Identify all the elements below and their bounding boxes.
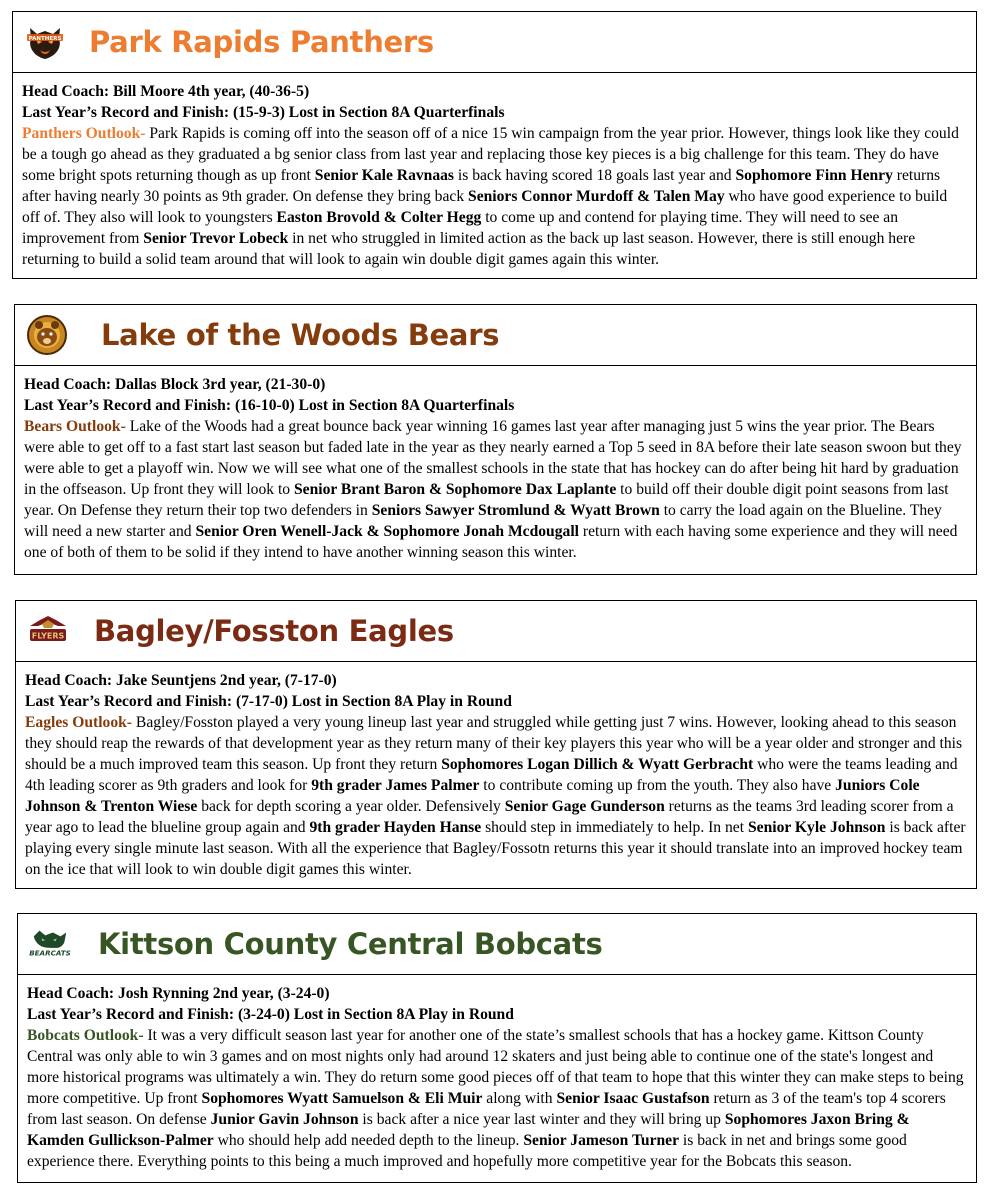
outlook-label: Bears Outlook- (24, 418, 126, 435)
team-header (16, 601, 976, 662)
outlook-label: Eagles Outlook- (25, 714, 133, 731)
team-card-bagley-fosston (15, 600, 977, 889)
outlook-paragraph (25, 712, 968, 880)
outlook-label: Bobcats Outlook- (27, 1027, 144, 1044)
logo-text: BEARCATS (29, 948, 71, 958)
outlook-text: Park Rapids is coming off into the season off of a nice 15 win campaign from the year prior. However, things look like they could be a tough go ahead as they graduated a bg senior class from last year and replacing those key pieces is a big challenge for this team. They do have some bright spots returning though as up front Senior Kale Ravnaas is back having scored 18 goals last year and Sophomore Finn Henry returns after having nearly 30 points as 9th grader. On defense they bring back Seniors Connor Murdoff & Talen May who have good experience to build off of. They also will look to youngsters Easton Brovold & Colter Hegg to come up and contend for playing time. They will need to see an improvement from Senior Trevor Lobeck in net who struggled in limited action as the back up last season. However, there is still enough here returning to build a solid team around that will look to again win double digit games again this winter. (22, 125, 959, 268)
player-name: Seniors Sawyer Stromlund & Wyatt Brown (371, 502, 660, 519)
team-name: Lake of the Woods Bears (101, 318, 500, 352)
bear-logo-icon (25, 313, 69, 357)
logo-text: PANTHERS (28, 36, 62, 42)
team-name: Kittson County Central Bobcats (98, 927, 603, 961)
team-details (13, 73, 976, 278)
player-name: Senior Oren Wenell-Jack & Sophomore Jonah Mcdougall (195, 523, 579, 540)
outlook-paragraph (22, 123, 968, 270)
player-name: Juniors Cole Johnson & Trenton Wiese (25, 777, 920, 815)
outlook-text: Lake of the Woods had a great bounce back year winning 16 games last year after managing just 5 wins the year prior. The Bears were able to get off to a fast start last season but faded late in the year as they nearly earned a Top 5 seed in 8A before their late season swoon but they were able to get a playoff win. Now we will see what one of the smallest schools in the state that has hockey can do after being hit hard by graduation in the offseason. Up front they will look to Senior Brant Baron & Sophomore Dax Laplante to build off their double digit point seasons from last year. On Defense they return their top two defenders in Seniors Sawyer Stromlund & Wyatt Brown to carry the load again on the Blueline. They will need a new starter and Senior Oren Wenell-Jack & Sophomore Jonah Mcdougall return with each having some experience and they will need one of both of them to be solid if they intend to have another winning season this winter. (24, 418, 962, 561)
head-coach-line: Head Coach: Bill Moore 4th year, (40-36-5) (22, 83, 310, 100)
player-name: Easton Brovold & Colter Hegg (276, 209, 482, 226)
player-name: Sophomores Jaxon Bring & Kamden Gullickson-Palmer (27, 1111, 910, 1149)
record-line: Last Year’s Record and Finish: (7-17-0) Lost in Section 8A Play in Round (25, 693, 512, 710)
team-card-kittson-county-central (17, 913, 977, 1183)
team-card-park-rapids (12, 11, 977, 279)
player-name: Sophomores Logan Dillich & Wyatt Gerbracht (441, 756, 754, 773)
outlook-label: Panthers Outlook- (22, 125, 146, 142)
player-name: 9th grader Hayden Hanse (309, 819, 482, 836)
outlook-text: Bagley/Fosston played a very young lineup last year and struggled while getting just 7 wins. However, looking ahead to this season they should reap the rewards of that development year as they return many of their key players this year who will be a year older and stronger and this should be a much improved team this season. Up front they return Sophomores Logan Dillich & Wyatt Gerbracht who were the teams leading and 4th leading scorer as 9th graders and look for 9th grader James Palmer to contribute coming up from the youth. They also have Juniors Cole Johnson & Trenton Wiese back for depth scoring a year older. Defensively Senior Gage Gunderson returns as the teams 3rd leading scorer from a year ago to lead the blueline group again and 9th grader Hayden Hanse should step in immediately to help. In net Senior Kyle Johnson is back after playing every single minute last season. With all the experience that Bagley/Fossotn returns this year it should translate into an improved hockey team on the ice that will look to win double digit games this winter. (25, 714, 966, 878)
player-name: 9th grader James Palmer (311, 777, 480, 794)
outlook-text: It was a very difficult season last year for another one of the state’s smallest schools that has a hockey game. Kittson County Central was only able to win 3 games and on most nights only had around 12 skaters and just being able to continue one of the state's longest and more historical programs was ultimately a win. They do return some good pieces off of that team to hope that this winter they can make steps to being more competitive. Up front Sophomores Wyatt Samuelson & Eli Muir along with Senior Isaac Gustafson return as 3 of the team's top 4 scorers from last season. On defense Junior Gavin Johnson is back after a nice year last winter and they will bring up Sophomores Jaxon Bring & Kamden Gullickson-Palmer who should help add needed depth to the lineup. Senior Jameson Turner is back in net and brings some good experience there. Everything points to this being a much improved and hopefully more competitive year for the Bobcats this season. (27, 1027, 964, 1170)
player-name: Senior Kale Ravnaas (314, 167, 454, 184)
player-name: Sophomores Wyatt Samuelson & Eli Muir (201, 1090, 483, 1107)
eagle-logo-icon (26, 609, 70, 653)
team-header (15, 305, 976, 366)
team-details (16, 662, 976, 888)
team-details (15, 366, 976, 571)
panther-logo-icon (23, 20, 67, 64)
record-line: Last Year’s Record and Finish: (16-10-0) Lost in Section 8A Quarterfinals (24, 397, 515, 414)
player-name: Junior Gavin Johnson (210, 1111, 359, 1128)
player-name: Senior Kyle Johnson (747, 819, 886, 836)
head-coach-line: Head Coach: Josh Rynning 2nd year, (3-24-0) (27, 985, 330, 1002)
bobcat-logo-icon (28, 922, 72, 966)
team-header (13, 12, 976, 73)
player-name: Sophomore Finn Henry (735, 167, 893, 184)
head-coach-line: Head Coach: Jake Seuntjens 2nd year, (7-17-0) (25, 672, 337, 689)
logo-text: FLYERS (31, 631, 65, 641)
player-name: Senior Jameson Turner (523, 1132, 680, 1149)
outlook-paragraph (24, 416, 968, 563)
record-line: Last Year’s Record and Finish: (15-9-3) Lost in Section 8A Quarterfinals (22, 104, 505, 121)
team-name: Bagley/Fosston Eagles (94, 614, 454, 648)
player-name: Senior Trevor Lobeck (143, 230, 289, 247)
head-coach-line: Head Coach: Dallas Block 3rd year, (21-30-0) (24, 376, 326, 393)
team-details (18, 975, 976, 1180)
player-name: Senior Isaac Gustafson (556, 1090, 710, 1107)
player-name: Seniors Connor Murdoff & Talen May (468, 188, 725, 205)
team-name: Park Rapids Panthers (89, 25, 434, 59)
team-card-lake-of-the-woods (14, 304, 977, 575)
player-name: Senior Gage Gunderson (504, 798, 665, 815)
player-name: Senior Brant Baron & Sophomore Dax Laplante (293, 481, 617, 498)
team-header (18, 914, 976, 975)
outlook-paragraph (27, 1025, 968, 1172)
record-line: Last Year’s Record and Finish: (3-24-0) Lost in Section 8A Play in Round (27, 1006, 514, 1023)
